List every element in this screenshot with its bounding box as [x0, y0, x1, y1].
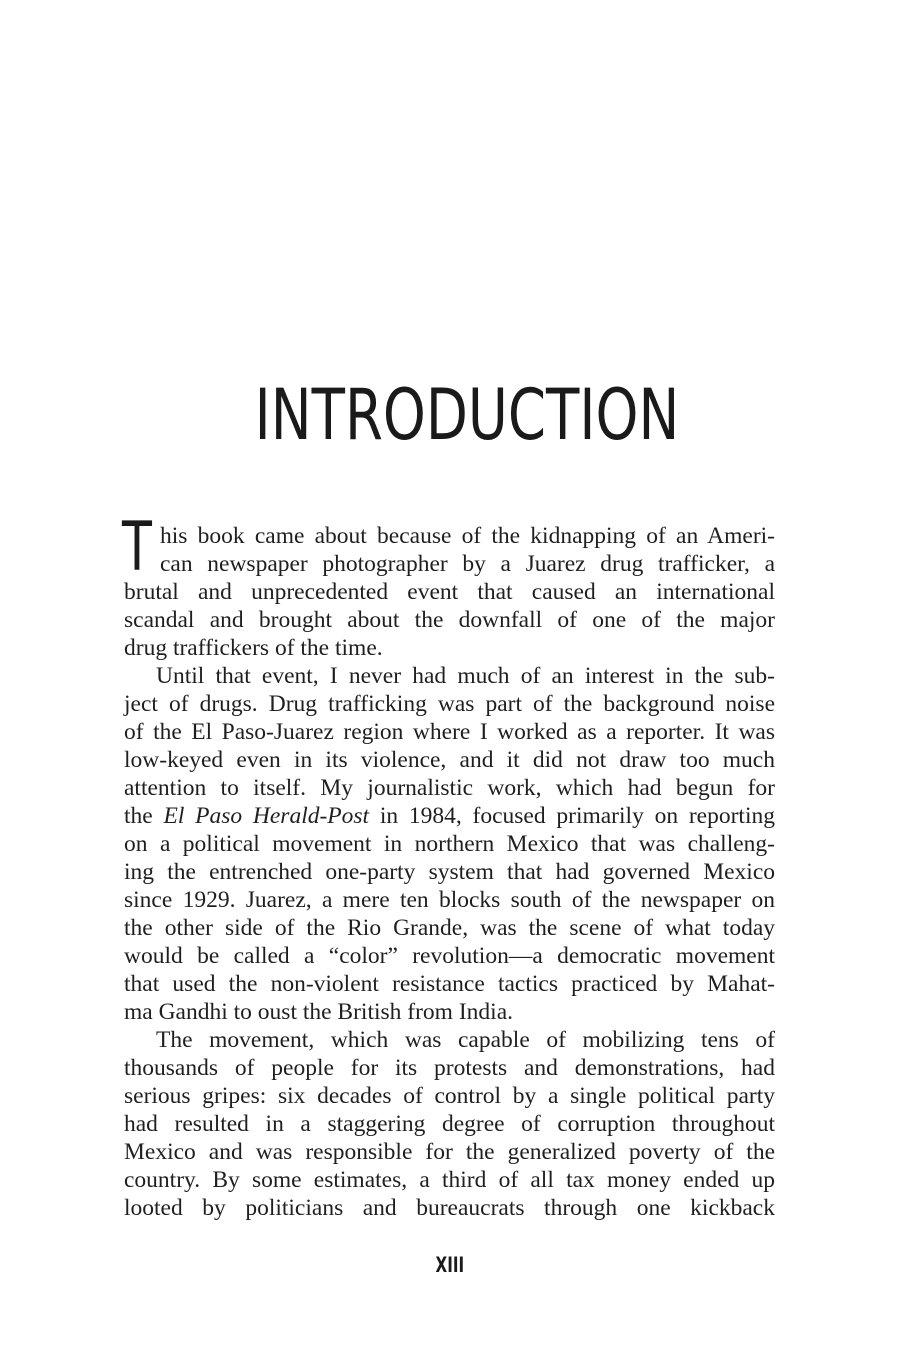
text-line: would be called a “color” revolution—a democratic movement: [124, 943, 775, 969]
text-line: attention to itself. My journalistic work, which had begun for: [124, 775, 775, 801]
text-line: low-keyed even in its violence, and it did not draw too much: [124, 747, 775, 773]
text-fragment: the: [124, 803, 164, 829]
text-line: ing the entrenched one-party system that had governed Mexico: [124, 859, 775, 885]
text-line: brutal and unprecedented event that caused an international: [124, 579, 775, 605]
drop-cap: T: [122, 508, 152, 587]
text-line: of the El Paso-Juarez region where I worked as a reporter. It was: [124, 719, 775, 745]
text-line: can newspaper photographer by a Juarez drug trafficker, a: [160, 551, 775, 577]
text-line: drug traffickers of the time.: [124, 635, 383, 661]
page-number-text: XIII: [435, 1253, 465, 1277]
text-line: ma Gandhi to oust the British from India.: [124, 999, 514, 1025]
text-line: the other side of the Rio Grande, was the scene of what today: [124, 915, 775, 941]
text-line: since 1929. Juarez, a mere ten blocks south of the newspaper on: [124, 887, 775, 913]
page-number: [0, 1252, 900, 1278]
body-text: [122, 508, 775, 1222]
text-line: on a political movement in northern Mexico that was challeng-: [124, 831, 775, 857]
text-line-with-italic: [124, 802, 775, 830]
text-line: country. By some estimates, a third of all tax money ended up: [124, 1167, 775, 1193]
text-line: had resulted in a staggering degree of corruption throughout: [124, 1111, 775, 1137]
text-line: Mexico and was responsible for the generalized poverty of the: [124, 1139, 775, 1165]
text-line: his book came about because of the kidnapping of an Ameri-: [160, 523, 775, 549]
chapter-title: INTRODUCTION: [254, 373, 680, 456]
text-line: scandal and brought about the downfall of one of the major: [124, 607, 775, 633]
text-line: thousands of people for its protests and demonstrations, had: [124, 1055, 775, 1081]
text-line: that used the non-violent resistance tactics practiced by Mahat-: [124, 971, 775, 997]
text-line: ject of drugs. Drug trafficking was part of the background noise: [124, 691, 775, 717]
newspaper-title: El Paso Herald-Post: [163, 803, 370, 829]
text-line: serious gripes: six decades of control by a single political party: [124, 1083, 775, 1109]
text-fragment: in 1984, focused primarily on reporting: [369, 803, 775, 829]
text-line: Until that event, I never had much of an interest in the sub-: [156, 663, 775, 689]
text-line: looted by politicians and bureaucrats through one kickback: [124, 1195, 775, 1221]
text-line: The movement, which was capable of mobilizing tens of: [156, 1027, 775, 1053]
